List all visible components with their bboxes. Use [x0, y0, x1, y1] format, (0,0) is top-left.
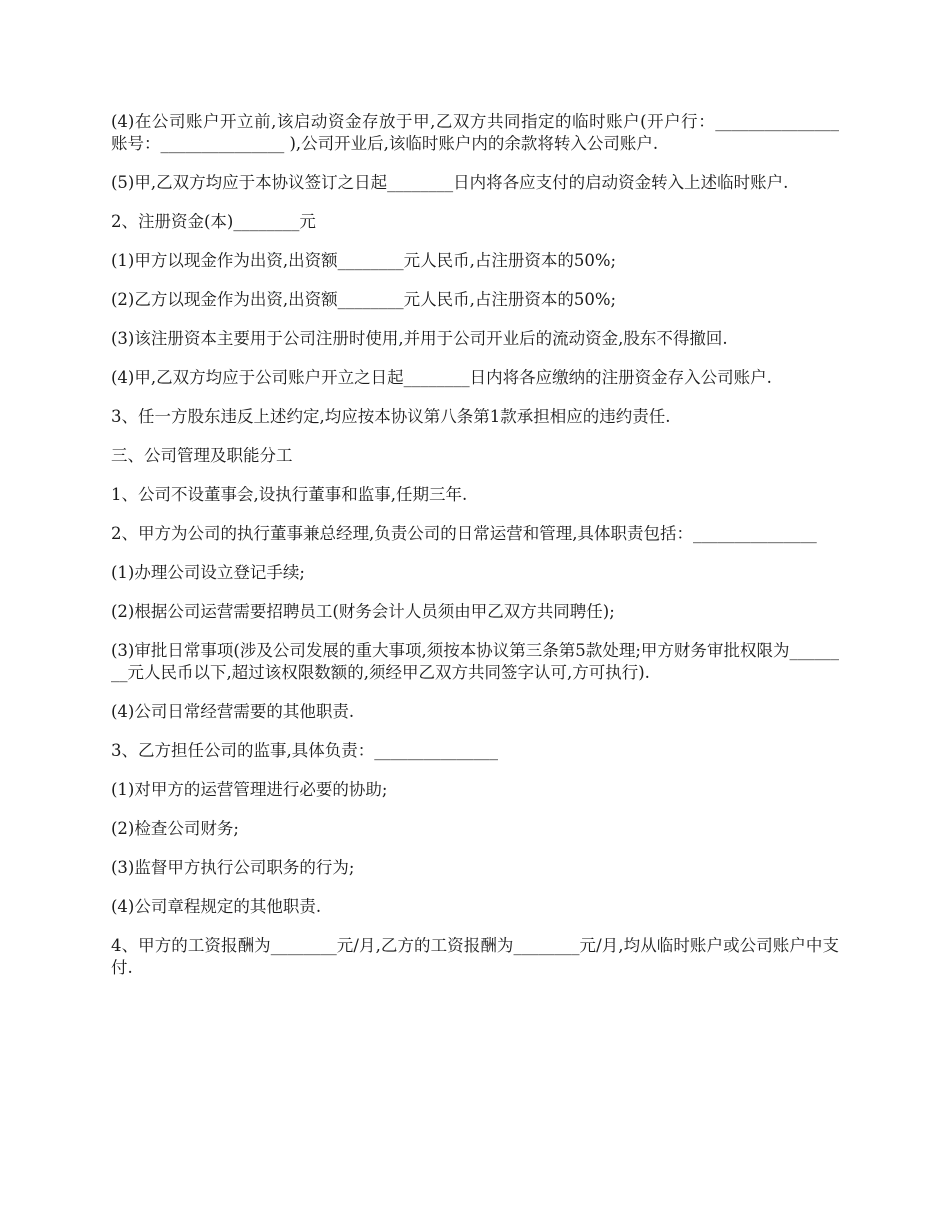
paragraph-salary: 4、甲方的工资报酬为________元/月,乙方的工资报酬为________元/月,均从临时账户或公司账户中支付.: [111, 936, 839, 977]
list-item: (1)对甲方的运营管理进行必要的协助;: [111, 780, 388, 799]
list-item: (3)监督甲方执行公司职务的行为;: [111, 858, 355, 877]
section-heading-management: 三、公司管理及职能分工: [111, 446, 293, 465]
paragraph-capital-deposit: (4)甲,乙双方均应于公司账户开立之日起________日内将各应缴纳的注册资金存入公司账户.: [111, 368, 772, 387]
list-item: (4)公司章程规定的其他职责.: [111, 897, 322, 916]
list-item: (1)办理公司设立登记手续;: [111, 563, 305, 582]
list-item: (2)根据公司运营需要招聘员工(财务会计人员须由甲乙双方共同聘任);: [111, 602, 615, 621]
paragraph-capital-usage: (3)该注册资本主要用于公司注册时使用,并用于公司开业后的流动资金,股东不得撤回.: [111, 329, 728, 348]
paragraph-temporary-account: (4)在公司账户开立前,该启动资金存放于甲,乙双方共同指定的临时账户(开户行：_______________ 账号：_______________ ),公司开业后,该临时账户内的余款将转入公司账户.: [111, 112, 839, 153]
paragraph-no-board: 1、公司不设董事会,设执行董事和监事,任期三年.: [111, 485, 468, 504]
paragraph-registered-capital-heading: 2、注册资金(本)________元: [111, 212, 316, 231]
paragraph-startup-fund-transfer: (5)甲,乙双方均应于本协议签订之日起________日内将各应支付的启动资金转入上述临时账户.: [111, 173, 789, 192]
paragraph-party-b-contribution: (2)乙方以现金作为出资,出资额________元人民币,占注册资本的50%;: [111, 290, 617, 309]
list-item: (4)公司日常经营需要的其他职责.: [111, 702, 355, 721]
paragraph-party-a-duties: 2、甲方为公司的执行董事兼总经理,负责公司的日常运营和管理,具体职责包括：_______________: [111, 524, 817, 543]
document-body: [111, 111, 839, 996]
paragraph-breach-liability: 3、任一方股东违反上述约定,均应按本协议第八条第1款承担相应的违约责任.: [111, 407, 671, 426]
list-item: (3)审批日常事项(涉及公司发展的重大事项,须按本协议第三条第5款处理;甲方财务审批权限为________元人民币以下,超过该权限数额的,须经甲乙双方共同签字认可,方可执行).: [111, 641, 839, 682]
list-item: (2)检查公司财务;: [111, 819, 239, 838]
paragraph-party-a-contribution: (1)甲方以现金作为出资,出资额________元人民币,占注册资本的50%;: [111, 251, 617, 270]
paragraph-party-b-supervisor: 3、乙方担任公司的监事,具体负责：_______________: [111, 741, 498, 760]
